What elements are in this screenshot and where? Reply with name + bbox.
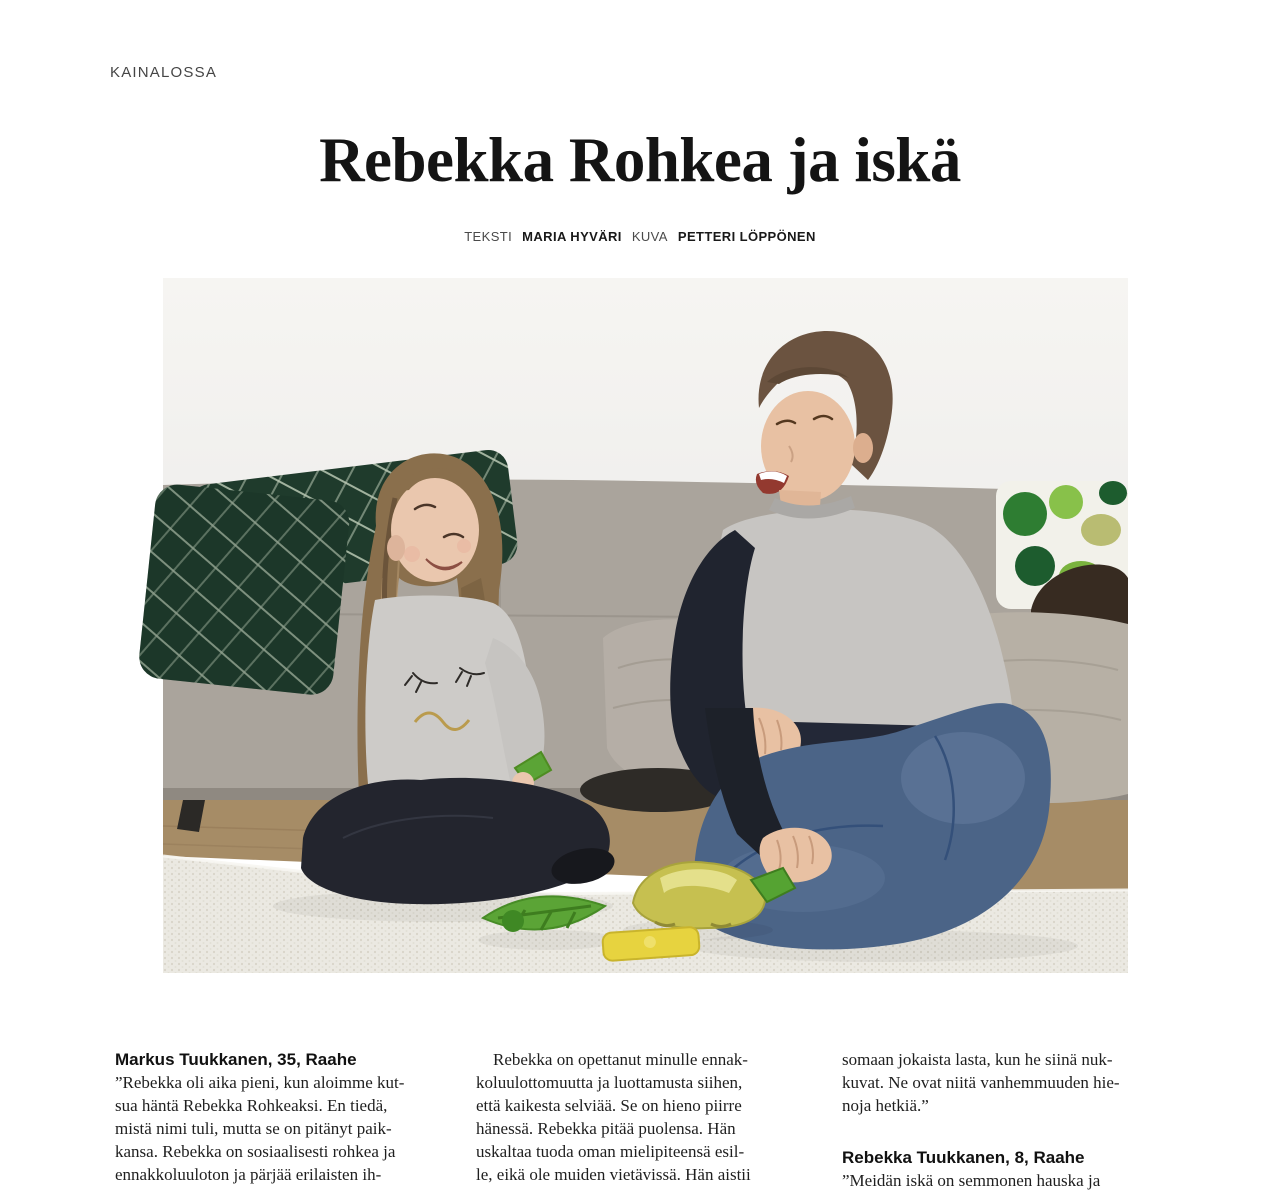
body-line: kuvat. Ne ovat niitä vanhemmuuden hie- [842, 1073, 1120, 1092]
body-line: sua häntä Rebekka Rohkeaksi. En tiedä, [115, 1096, 388, 1115]
body-line: somaan jokaista lasta, kun he siinä nuk- [842, 1050, 1113, 1069]
article-photo [163, 278, 1128, 973]
interviewee-heading: Rebekka Tuukkanen, 8, Raahe [842, 1148, 1085, 1167]
byline-text-author: MARIA HYVÄRI [522, 229, 622, 244]
kicker: KAINALOSSA [110, 64, 218, 81]
headline: Rebekka Rohkea ja iskä [319, 125, 961, 195]
text-column-3 [842, 1048, 1182, 1192]
text-column-2 [476, 1048, 816, 1186]
body-line: kansa. Rebekka on sosiaalisesti rohkea ja [115, 1142, 396, 1161]
body-line: ”Meidän iskä on semmonen hauska ja [842, 1171, 1101, 1190]
body-line: ”Rebekka oli aika pieni, kun aloimme kut- [115, 1073, 405, 1092]
byline [0, 229, 1280, 244]
body-line: le, eikä ole muiden vietävissä. Hän aistii [476, 1165, 751, 1184]
body-line: hänessä. Rebekka pitää puolensa. Hän [476, 1119, 736, 1138]
byline-text-label: TEKSTI [464, 229, 513, 244]
body-line: koluulottomuutta ja luottamusta siihen, [476, 1073, 743, 1092]
body-line: uskaltaa tuoda oman mielipiteensä esil- [476, 1142, 745, 1161]
byline-photo-author: PETTERI LÖPPÖNEN [677, 229, 816, 244]
body-line: mistä nimi tuli, mutta se on pitänyt paik- [115, 1119, 392, 1138]
text-column-1 [115, 1048, 455, 1186]
body-line: Rebekka on opettanut minulle ennak- [493, 1050, 748, 1069]
interviewee-heading: Markus Tuukkanen, 35, Raahe [115, 1050, 357, 1069]
byline-photo-label: KUVA [631, 229, 668, 244]
body-line: ennakkoluuloton ja pärjää erilaisten ih- [115, 1165, 382, 1184]
body-line: että kaikesta selviää. Se on hieno piirre [476, 1096, 742, 1115]
body-line: noja hetkiä.” [842, 1096, 929, 1115]
